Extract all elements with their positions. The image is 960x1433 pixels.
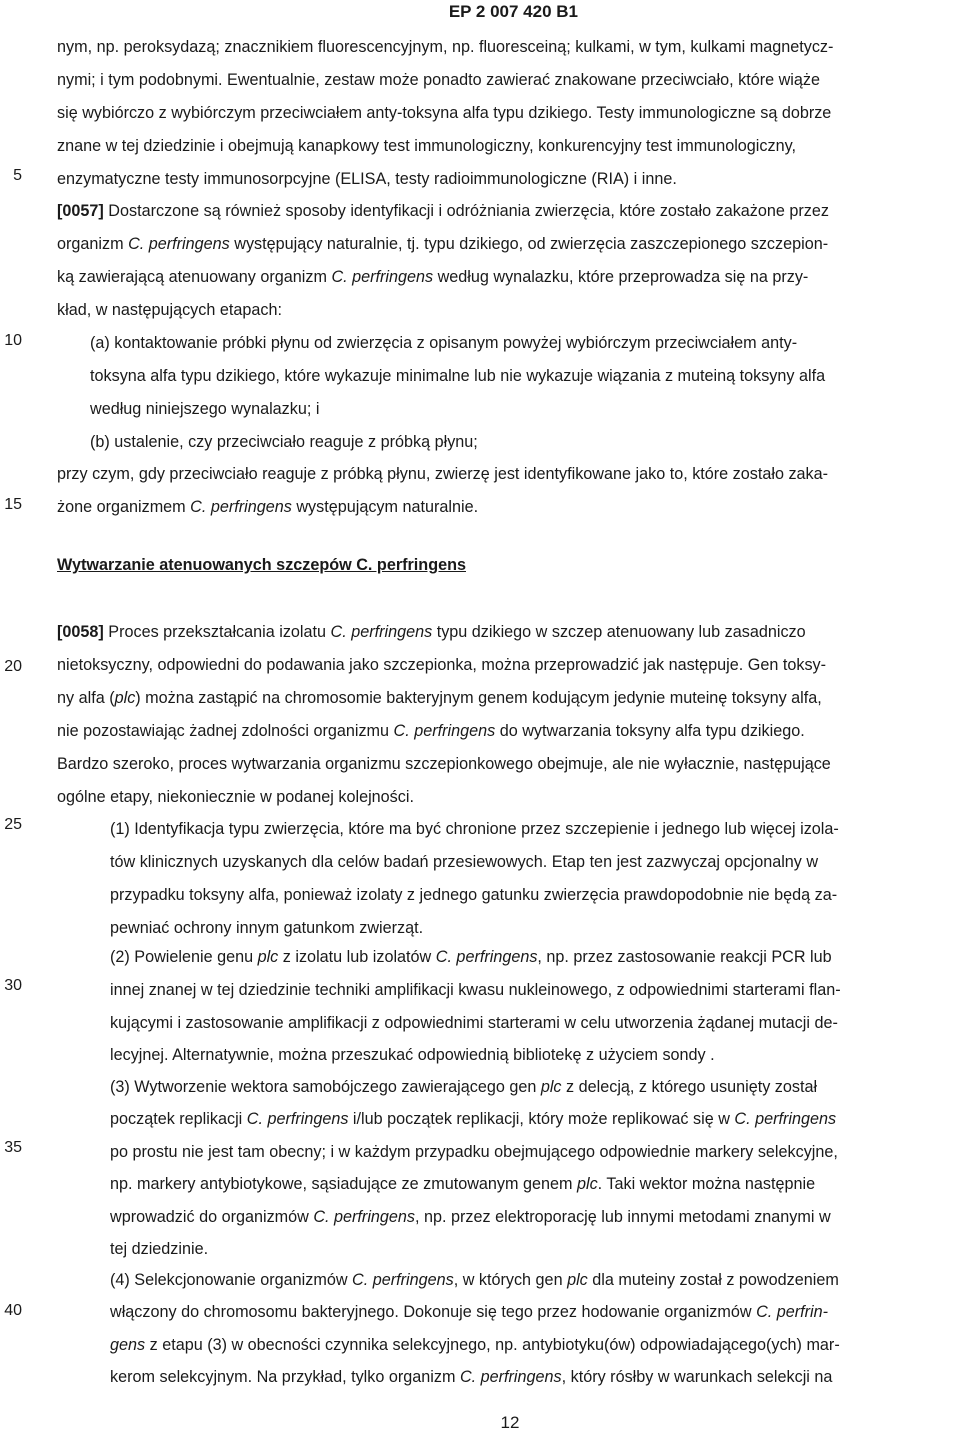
- line-number-30: 30: [4, 977, 22, 994]
- step-1-line: tów klinicznych uzyskanych dla celów badań przesiewowych. Etap ten jest zazwyczaj opcjonalny w: [110, 853, 819, 871]
- paragraph-tag: [0058]: [57, 623, 104, 641]
- step-4-line: gens z etapu (3) w obecności czynnika selekcyjnego, np. antybiotyku(ów) odpowiadającego(ych) mar-: [110, 1336, 840, 1354]
- text-line: enzymatyczne testy immunosorpcyjne (ELISA, testy radioimmunologiczne (RIA) i inne.: [57, 170, 677, 188]
- step-1-line: pewniać ochrony innym gatunkom zwierząt.: [110, 919, 424, 937]
- step-3-line: początek replikacji C. perfringens i/lub początek replikacji, który może replikować się w C. perfringens: [110, 1110, 837, 1128]
- step-2-line: kującymi i zastosowanie amplifikacji z odpowiednimi starterami w celu utworzenia żądanej mutacji de-: [110, 1014, 838, 1032]
- step-1-line: przypadku toksyny alfa, ponieważ izolaty z jednego gatunku zwierzęcia prawdopodobnie nie będą za-: [110, 886, 838, 904]
- step-2-line: lecyjnej. Alternatywnie, można przeszukać odpowiednią bibliotekę z użyciem sondy .: [110, 1046, 715, 1064]
- paragraph-tag: [0057]: [57, 202, 104, 220]
- line-number-35: 35: [4, 1139, 22, 1156]
- page-number: 12: [500, 1413, 520, 1432]
- document-id: EP 2 007 420 B1: [448, 2, 578, 21]
- step-4-line: kerom selekcyjnym. Na przykład, tylko organizm C. perfringens, który rósłby w warunkach selekcji na: [110, 1368, 833, 1386]
- text-line: nymi; i tym podobnymi. Ewentualnie, zestaw może ponadto zawierać znakowane przeciwciało, które wiąże: [57, 71, 820, 89]
- step-a-line: według niniejszego wynalazku; i: [90, 400, 320, 418]
- step-3-line: np. markery antybiotykowe, sąsiadujące ze zmutowanym genem plc. Taki wektor można następnie: [110, 1175, 816, 1193]
- step-b-line: (b) ustalenie, czy przeciwciało reaguje z próbką płynu;: [90, 433, 478, 451]
- text-line: nym, np. peroksydazą; znacznikiem fluorescencyjnym, np. fluoresceiną; kulkami, w tym, kulkami magnetycz-: [57, 38, 834, 56]
- line-number-15: 15: [4, 496, 22, 513]
- line-number-5: 5: [13, 167, 22, 184]
- step-1-line: (1) Identyfikacja typu zwierzęcia, które ma być chronione przez szczepienie i jednego lub więcej izola-: [110, 820, 839, 838]
- text-line: ogólne etapy, niekoniecznie w podanej kolejności.: [57, 788, 414, 806]
- step-a-line: toksyna alfa typu dzikiego, które wykazuje minimalne lub nie wykazuje wiązania z muteiną toksyny alfa: [90, 367, 826, 385]
- line-number-10: 10: [4, 332, 22, 349]
- text-line: ny alfa (plc) można zastąpić na chromosomie bakteryjnym genem kodującym jedynie muteinę toksyny alfa,: [57, 689, 822, 707]
- text-line: kład, w następujących etapach:: [57, 301, 282, 319]
- step-3-line: po prostu nie jest tam obecny; i w każdym przypadku obejmującego odpowiednie markery selekcyjne,: [110, 1143, 838, 1161]
- text-line: się wybiórczo z wybiórczym przeciwciałem anty-toksyna alfa typu dzikiego. Testy immunologiczne są dobrze: [57, 104, 832, 122]
- step-4-line: (4) Selekcjonowanie organizmów C. perfringens, w których gen plc dla muteiny został z powodzeniem: [110, 1271, 839, 1289]
- step-3-line: wprowadzić do organizmów C. perfringens, np. przez elektroporację lub innymi metodami znanymi w: [110, 1208, 831, 1226]
- step-3-line: (3) Wytworzenie wektora samobójczego zawierającego gen plc z delecją, z którego usunięty został: [110, 1078, 818, 1096]
- step-2-line: (2) Powielenie genu plc z izolatu lub izolatów C. perfringens, np. przez zastosowanie reakcji PCR lub: [110, 948, 832, 966]
- line-number-20: 20: [4, 658, 22, 675]
- text-line: znane w tej dziedzinie i obejmują kanapkowy test immunologiczny, konkurencyjny test immunologiczny,: [57, 137, 796, 155]
- paragraph-0057-line: [0057] Dostarczone są również sposoby identyfikacji i odróżniania zwierzęcia, które zostało zakażone przez: [57, 202, 829, 220]
- paragraph-0058-line: [0058] Proces przekształcania izolatu C. perfringens typu dzikiego w szczep atenuowany lub zasadniczo: [57, 623, 806, 641]
- text-line: nie pozostawiając żadnej zdolności organizmu C. perfringens do wytwarzania toksyny alfa typu dzikiego.: [57, 722, 805, 740]
- text-line: przy czym, gdy przeciwciało reaguje z próbką płynu, zwierzę jest identyfikowane jako to, które zostało zaka-: [57, 465, 829, 483]
- section-heading: Wytwarzanie atenuowanych szczepów C. perfringens: [57, 556, 466, 574]
- text-line: żone organizmem C. perfringens występującym naturalnie.: [57, 498, 479, 516]
- step-4-line: włączony do chromosomu bakteryjnego. Dokonuje się tego przez hodowanie organizmów C. perfrin-: [110, 1303, 829, 1321]
- line-number-40: 40: [4, 1302, 22, 1319]
- text-line: nietoksyczny, odpowiedni do podawania jako szczepionka, można przeprowadzić jak następuje. Gen toksy-: [57, 656, 827, 674]
- text-line: ką zawierającą atenuowany organizm C. perfringens według wynalazku, które przeprowadza się na przy-: [57, 268, 809, 286]
- step-2-line: innej znanej w tej dziedzinie techniki amplifikacji kwasu nukleinowego, z odpowiednimi starterami flan-: [110, 981, 841, 999]
- step-3-line: tej dziedzinie.: [110, 1240, 209, 1258]
- text-line: Bardzo szeroko, proces wytwarzania organizmu szczepionkowego obejmuje, ale nie wyłacznie, następujące: [57, 755, 831, 773]
- text-line: organizm C. perfringens występujący naturalnie, tj. typu dzikiego, od zwierzęcia zaszczepionego szczepion-: [57, 235, 829, 253]
- line-number-25: 25: [4, 816, 22, 833]
- step-a-line: (a) kontaktowanie próbki płynu od zwierzęcia z opisanym powyżej wybiórczym przeciwciałem anty-: [90, 334, 798, 352]
